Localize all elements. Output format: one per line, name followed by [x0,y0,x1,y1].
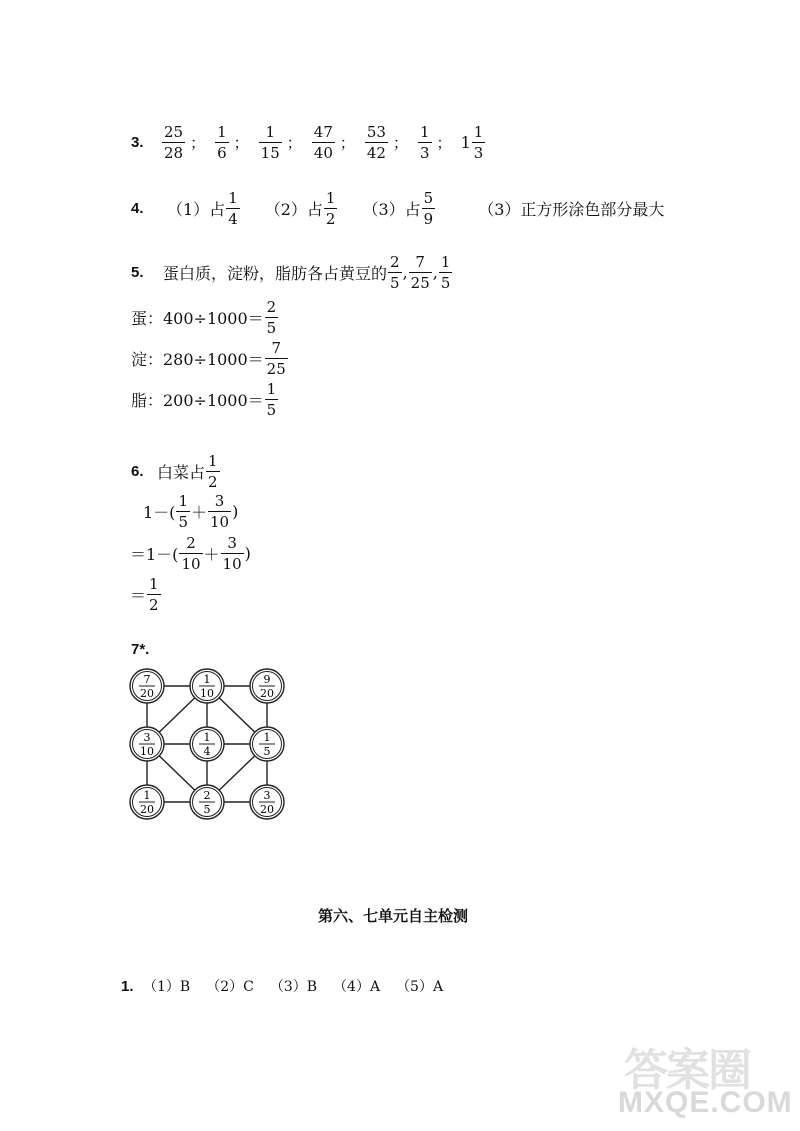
q5-number: 5. [131,264,144,281]
q6-step1: 1－( $\frac{1}{5}$ ＋ $\frac{3}{10}$ ) [143,492,239,531]
numerator: 25 [164,123,184,141]
q7-node-denominator: 20 [260,687,274,700]
q5-calc-text: 淀：280÷1000＝ [131,350,264,369]
q7-node-denominator: 20 [140,687,154,700]
q4-part-label: （1）占 [167,200,226,219]
q7-node [190,785,224,819]
q6-step3: ＝ $\frac{1}{2}$ [130,575,159,614]
q7-node-denominator: 5 [263,745,271,758]
q7-node-numerator: 1 [203,673,211,686]
q5-calc-line [131,380,279,419]
q7-node-numerator: 1 [203,731,211,744]
q6-step1-frac-a: $\frac{1}{5}$ [178,492,188,531]
q7-node-denominator: 10 [140,745,154,758]
q7-node [250,669,284,703]
q7-node-denominator: 20 [260,803,274,816]
numerator: 1 [325,189,336,207]
q4-number: 4. [131,200,144,217]
q6-step2-frac-b: $\frac{3}{10}$ [222,534,242,573]
q6-row [131,452,221,491]
q6-lead: 白菜占 [157,463,206,482]
q5-calc-fraction [265,339,288,378]
q4-part-label: （3）占 [362,200,421,219]
s1-answer: （5）A [396,979,444,995]
denominator: 40 [313,144,333,162]
q4-part [362,189,436,228]
q5-calc-fraction [265,380,279,419]
q5-calc-line [131,298,279,337]
denominator: 3 [420,144,430,162]
q5-calc-text: 蛋：400÷1000＝ [131,309,264,328]
q5-calc-fraction [265,298,279,337]
q6-step2: ＝1－( $\frac{2}{10}$ ＋ $\frac{3}{10}$ ) [130,534,251,573]
q5-calc-text: 脂：200÷1000＝ [131,391,264,410]
q3-separator: ； [233,134,249,152]
q7-node-numerator: 1 [143,789,151,802]
numerator: 1 [420,123,430,141]
q7-node-denominator: 20 [140,803,154,816]
q3-number: 3. [131,134,144,151]
q7-node [250,727,284,761]
numerator: 1 [217,123,227,141]
section-title: 第六、七单元自主检测 [318,907,469,925]
denominator: 5 [440,274,451,292]
q7-node-numerator: 3 [143,731,151,744]
q3-mixed-whole: 1 [460,133,471,152]
watermark [618,1034,793,1126]
q7-node [130,669,164,703]
q3-fraction [365,123,388,162]
s1-answer: （2）C [206,979,254,995]
watermark-site: MXQE.COM [618,1086,793,1119]
q7-node-denominator: 10 [200,687,214,700]
q3-row [131,123,486,162]
q5-comma: , [402,263,408,282]
q3-separator: ； [392,134,408,152]
q6-step2-frac-a: $\frac{2}{10}$ [181,534,201,573]
numerator: 2 [390,253,400,271]
denominator: 5 [266,319,277,337]
q5-calc-line [131,339,289,378]
denominator: 25 [410,274,430,292]
q3-separator: ； [286,134,302,152]
q3-fraction [162,123,185,162]
denominator: 28 [164,144,184,162]
q4-part-fraction [324,189,338,228]
q4-parts [167,189,460,228]
q7-number-grid-diagram [125,664,285,824]
q7-node-denominator: 4 [203,745,211,758]
q4-part-fraction [422,189,436,228]
q5-fraction [439,253,453,292]
q7-node [250,785,284,819]
denominator: 9 [423,210,434,228]
denominator: 5 [390,274,400,292]
numerator: 47 [313,123,333,141]
q7-node [130,727,164,761]
q4-part-fraction [226,189,240,228]
numerator: 1 [266,380,277,398]
q5-comma: , [432,263,438,282]
q4-row [131,189,664,228]
q7-node [130,785,164,819]
numerator: 5 [423,189,434,207]
q6-step1-frac-b: $\frac{3}{10}$ [210,492,230,531]
q3-separator: ； [339,134,355,152]
q5-lead: 蛋白质，淀粉，脂肪各占黄豆的 [163,264,388,283]
q4-part [265,189,339,228]
q3-separator: ； [190,134,206,152]
s1-answers [143,976,459,996]
q7-node-denominator: 5 [203,803,211,816]
q4-conclusion: （3）正方形涂色部分最大 [478,200,665,219]
q3-fraction [418,123,432,162]
s1-answer: （4）A [333,979,381,995]
q3-fraction [215,123,229,162]
denominator: 2 [325,210,336,228]
q7-node-numerator: 1 [263,731,271,744]
denominator: 5 [266,401,277,419]
q7-node-numerator: 9 [263,673,271,686]
denominator: 6 [217,144,227,162]
s1-number: 1. [121,977,134,995]
q3-fraction-list [161,123,461,162]
watermark-logo: 答案圈 [624,1045,750,1096]
q3-mixed-fraction: $\frac{1}{3}$ [473,123,484,162]
q6-number: 6. [131,463,144,480]
q4-part [167,189,241,228]
denominator: 15 [260,144,280,162]
q7-node-numerator: 2 [203,789,211,802]
denominator: 42 [366,144,386,162]
q7-node [190,727,224,761]
numerator: 2 [266,298,277,316]
q7-node-numerator: 3 [263,789,271,802]
numerator: 53 [366,123,386,141]
s1-answer: （3）B [269,979,318,995]
q7-node-numerator: 7 [143,673,151,686]
q7-number: 7*. [131,641,150,658]
q3-mixed-number [461,123,487,162]
s1-row [121,976,459,996]
denominator: 25 [266,360,286,378]
q5-row [131,253,453,292]
q3-fraction [259,123,282,162]
numerator: 1 [440,253,451,271]
q5-fraction [388,253,402,292]
s1-answer: （1）B [143,979,191,995]
q6-lead-fraction: $\frac{1}{2}$ [208,452,218,491]
q5-fractions [387,253,453,292]
q7-node [190,669,224,703]
numerator: 7 [415,253,425,271]
numerator: 1 [265,123,275,141]
q6-step3-frac: $\frac{1}{2}$ [149,575,159,614]
q4-part-label: （2）占 [264,200,323,219]
q3-fraction [312,123,335,162]
numerator: 7 [271,339,281,357]
numerator: 1 [228,189,238,207]
q5-fraction [409,253,432,292]
denominator: 4 [228,210,238,228]
q3-separator: ； [436,134,452,152]
